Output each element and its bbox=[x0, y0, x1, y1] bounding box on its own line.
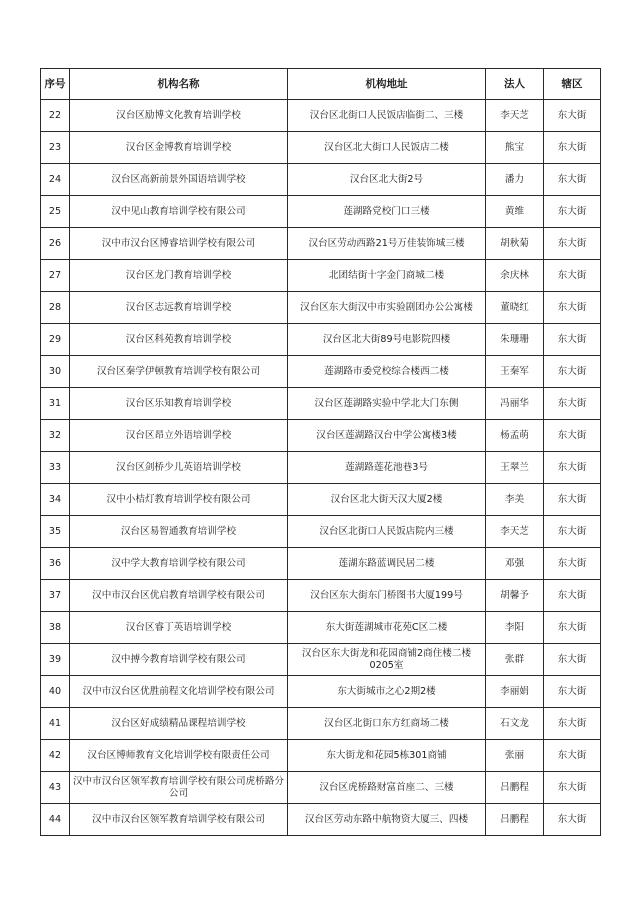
header-district: 辖区 bbox=[544, 69, 601, 100]
district-cell: 东大街 bbox=[544, 580, 601, 612]
institution-address-cell: 汉台区北大街口人民饭店二楼 bbox=[288, 132, 486, 164]
serial-number-cell: 43 bbox=[41, 772, 70, 804]
legal-person-cell: 张丽 bbox=[486, 740, 544, 772]
header-serial-number: 序号 bbox=[41, 69, 70, 100]
table-row bbox=[41, 356, 601, 388]
table-row bbox=[41, 708, 601, 740]
district-cell: 东大街 bbox=[544, 644, 601, 676]
institution-name-cell: 汉台区金博教育培训学校 bbox=[70, 132, 288, 164]
table-row bbox=[41, 260, 601, 292]
serial-number-cell: 22 bbox=[41, 100, 70, 132]
institution-name-cell: 汉台区秦学伊顿教育培训学校有限公司 bbox=[70, 356, 288, 388]
district-cell: 东大街 bbox=[544, 772, 601, 804]
district-cell: 东大街 bbox=[544, 612, 601, 644]
district-cell: 东大街 bbox=[544, 132, 601, 164]
institution-name-cell: 汉中见山教育培训学校有限公司 bbox=[70, 196, 288, 228]
serial-number-cell: 24 bbox=[41, 164, 70, 196]
institution-address-cell: 汉台区北街口东方红商场二楼 bbox=[288, 708, 486, 740]
district-cell: 东大街 bbox=[544, 452, 601, 484]
institution-name-cell: 汉台区睿丁英语培训学校 bbox=[70, 612, 288, 644]
serial-number-cell: 25 bbox=[41, 196, 70, 228]
legal-person-cell: 石文龙 bbox=[486, 708, 544, 740]
district-cell: 东大街 bbox=[544, 292, 601, 324]
legal-person-cell: 黄维 bbox=[486, 196, 544, 228]
district-cell: 东大街 bbox=[544, 100, 601, 132]
institution-address-cell: 汉台区北街口人民饭店临街二、三楼 bbox=[288, 100, 486, 132]
institution-name-cell: 汉台区龙门教育培训学校 bbox=[70, 260, 288, 292]
institution-address-cell: 莲湖路党校门口三楼 bbox=[288, 196, 486, 228]
district-cell: 东大街 bbox=[544, 516, 601, 548]
institution-address-cell: 汉台区莲湖路实验中学北大门东侧 bbox=[288, 388, 486, 420]
table-row bbox=[41, 548, 601, 580]
serial-number-cell: 36 bbox=[41, 548, 70, 580]
serial-number-cell: 32 bbox=[41, 420, 70, 452]
institution-address-cell: 汉台区北大街天汉大厦2楼 bbox=[288, 484, 486, 516]
serial-number-cell: 30 bbox=[41, 356, 70, 388]
table-row bbox=[41, 580, 601, 612]
table-row bbox=[41, 132, 601, 164]
table-row bbox=[41, 164, 601, 196]
district-cell: 东大街 bbox=[544, 388, 601, 420]
header-institution-name: 机构名称 bbox=[70, 69, 288, 100]
header-legal-person: 法人 bbox=[486, 69, 544, 100]
institution-name-cell: 汉中市汉台区优启教育培训学校有限公司 bbox=[70, 580, 288, 612]
serial-number-cell: 40 bbox=[41, 676, 70, 708]
institution-name-cell: 汉台区科苑教育培训学校 bbox=[70, 324, 288, 356]
legal-person-cell: 潘力 bbox=[486, 164, 544, 196]
legal-person-cell: 李阳 bbox=[486, 612, 544, 644]
table-row bbox=[41, 196, 601, 228]
district-cell: 东大街 bbox=[544, 164, 601, 196]
institution-address-cell: 汉台区东大街汉中市实验剧团办公公寓楼 bbox=[288, 292, 486, 324]
legal-person-cell: 张群 bbox=[486, 644, 544, 676]
table-row bbox=[41, 484, 601, 516]
institution-address-cell: 汉台区莲湖路汉台中学公寓楼3楼 bbox=[288, 420, 486, 452]
legal-person-cell: 李丽娟 bbox=[486, 676, 544, 708]
institution-name-cell: 汉台区乐知教育培训学校 bbox=[70, 388, 288, 420]
institution-name-cell: 汉台区高新前景外国语培训学校 bbox=[70, 164, 288, 196]
serial-number-cell: 29 bbox=[41, 324, 70, 356]
institution-address-cell: 汉台区东大街东门桥图书大厦199号 bbox=[288, 580, 486, 612]
institution-address-cell: 东大街龙和花园5栋301商铺 bbox=[288, 740, 486, 772]
district-cell: 东大街 bbox=[544, 708, 601, 740]
institution-name-cell: 汉中小桔灯教育培训学校有限公司 bbox=[70, 484, 288, 516]
header-row bbox=[41, 69, 601, 100]
institution-name-cell: 汉台区昂立外语培训学校 bbox=[70, 420, 288, 452]
table-row bbox=[41, 612, 601, 644]
legal-person-cell: 熊宝 bbox=[486, 132, 544, 164]
institution-name-cell: 汉台区博师教育文化培训学校有限责任公司 bbox=[70, 740, 288, 772]
serial-number-cell: 37 bbox=[41, 580, 70, 612]
institution-address-cell: 汉台区虎桥路财富首座二、三楼 bbox=[288, 772, 486, 804]
serial-number-cell: 35 bbox=[41, 516, 70, 548]
serial-number-cell: 42 bbox=[41, 740, 70, 772]
legal-person-cell: 李天芝 bbox=[486, 100, 544, 132]
serial-number-cell: 27 bbox=[41, 260, 70, 292]
legal-person-cell: 王秦军 bbox=[486, 356, 544, 388]
serial-number-cell: 41 bbox=[41, 708, 70, 740]
legal-person-cell: 余庆林 bbox=[486, 260, 544, 292]
serial-number-cell: 31 bbox=[41, 388, 70, 420]
table-row bbox=[41, 644, 601, 676]
legal-person-cell: 朱珊珊 bbox=[486, 324, 544, 356]
table-row bbox=[41, 388, 601, 420]
institution-address-cell: 莲湖东路蓝调民居二楼 bbox=[288, 548, 486, 580]
district-cell: 东大街 bbox=[544, 484, 601, 516]
table-row bbox=[41, 100, 601, 132]
institution-name-cell: 汉中学大教育培训学校有限公司 bbox=[70, 548, 288, 580]
institution-name-cell: 汉台区剑桥少儿英语培训学校 bbox=[70, 452, 288, 484]
legal-person-cell: 杨孟萌 bbox=[486, 420, 544, 452]
table-row bbox=[41, 452, 601, 484]
legal-person-cell: 董晓红 bbox=[486, 292, 544, 324]
institution-address-cell: 汉台区北大街89号电影院四楼 bbox=[288, 324, 486, 356]
table-body bbox=[41, 100, 601, 836]
legal-person-cell: 王翠兰 bbox=[486, 452, 544, 484]
district-cell: 东大街 bbox=[544, 676, 601, 708]
institution-address-cell: 莲湖路市委党校综合楼西二楼 bbox=[288, 356, 486, 388]
district-cell: 东大街 bbox=[544, 548, 601, 580]
table-row bbox=[41, 228, 601, 260]
institution-name-cell: 汉中市汉台区领军教育培训学校有限公司虎桥路分公司 bbox=[70, 772, 288, 804]
institution-address-cell: 汉台区劳动东路中航物资大厦三、四楼 bbox=[288, 804, 486, 836]
table-row bbox=[41, 516, 601, 548]
institution-address-cell: 汉台区劳动西路21号万佳装饰城三楼 bbox=[288, 228, 486, 260]
table-row bbox=[41, 804, 601, 836]
district-cell: 东大街 bbox=[544, 804, 601, 836]
institution-address-cell: 莲湖路莲花池巷3号 bbox=[288, 452, 486, 484]
serial-number-cell: 44 bbox=[41, 804, 70, 836]
serial-number-cell: 39 bbox=[41, 644, 70, 676]
header-institution-address: 机构地址 bbox=[288, 69, 486, 100]
serial-number-cell: 38 bbox=[41, 612, 70, 644]
district-cell: 东大街 bbox=[544, 356, 601, 388]
district-cell: 东大街 bbox=[544, 420, 601, 452]
serial-number-cell: 23 bbox=[41, 132, 70, 164]
legal-person-cell: 胡馨予 bbox=[486, 580, 544, 612]
institution-name-cell: 汉中市汉台区领军教育培训学校有限公司 bbox=[70, 804, 288, 836]
institution-name-cell: 汉台区易智通教育培训学校 bbox=[70, 516, 288, 548]
district-cell: 东大街 bbox=[544, 324, 601, 356]
institution-address-cell: 汉台区东大街龙和花园商铺2商住楼二楼0205室 bbox=[288, 644, 486, 676]
district-cell: 东大街 bbox=[544, 228, 601, 260]
institution-address-cell: 东大街莲湖城市花苑C区二楼 bbox=[288, 612, 486, 644]
institution-name-cell: 汉台区好成绩精品课程培训学校 bbox=[70, 708, 288, 740]
legal-person-cell: 吕鹏程 bbox=[486, 772, 544, 804]
institution-address-cell: 北团结街十字金门商城二楼 bbox=[288, 260, 486, 292]
table-row bbox=[41, 324, 601, 356]
legal-person-cell: 李美 bbox=[486, 484, 544, 516]
serial-number-cell: 34 bbox=[41, 484, 70, 516]
legal-person-cell: 邓强 bbox=[486, 548, 544, 580]
institution-address-cell: 汉台区北街口人民饭店院内三楼 bbox=[288, 516, 486, 548]
legal-person-cell: 冯丽华 bbox=[486, 388, 544, 420]
institution-name-cell: 汉中市汉台区优胜前程文化培训学校有限公司 bbox=[70, 676, 288, 708]
serial-number-cell: 33 bbox=[41, 452, 70, 484]
institution-address-cell: 东大街城市之心2期2楼 bbox=[288, 676, 486, 708]
training-institutions-table bbox=[40, 68, 601, 836]
institution-name-cell: 汉中市汉台区博睿培训学校有限公司 bbox=[70, 228, 288, 260]
institution-name-cell: 汉台区励博文化教育培训学校 bbox=[70, 100, 288, 132]
district-cell: 东大街 bbox=[544, 740, 601, 772]
legal-person-cell: 胡秋菊 bbox=[486, 228, 544, 260]
serial-number-cell: 28 bbox=[41, 292, 70, 324]
serial-number-cell: 26 bbox=[41, 228, 70, 260]
table-row bbox=[41, 420, 601, 452]
institution-address-cell: 汉台区北大街2号 bbox=[288, 164, 486, 196]
table-row bbox=[41, 292, 601, 324]
legal-person-cell: 李天芝 bbox=[486, 516, 544, 548]
table-row bbox=[41, 676, 601, 708]
legal-person-cell: 吕鹏程 bbox=[486, 804, 544, 836]
district-cell: 东大街 bbox=[544, 196, 601, 228]
district-cell: 东大街 bbox=[544, 260, 601, 292]
table-row bbox=[41, 772, 601, 804]
table-row bbox=[41, 740, 601, 772]
institution-name-cell: 汉台区志远教育培训学校 bbox=[70, 292, 288, 324]
institution-name-cell: 汉中搏今教育培训学校有限公司 bbox=[70, 644, 288, 676]
